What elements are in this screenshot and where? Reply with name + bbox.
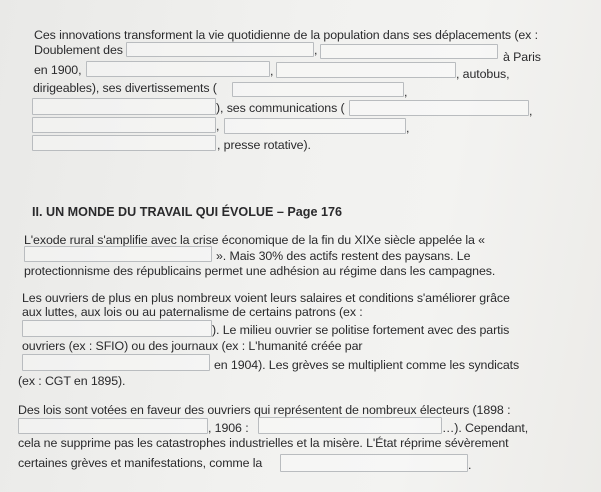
p3-line-3: cela ne supprime pas les catastrophes industrielles et la misère. L'État réprime sévèrement <box>18 436 509 450</box>
separator: , <box>314 43 318 57</box>
answer-field-doublement-1[interactable] <box>126 42 314 57</box>
intro-line-1: Ces innovations transforment la vie quotidienne de la population dans ses déplacements (ex : <box>34 28 538 42</box>
p2-line-5: en 1904). Les grèves se multiplient comme les syndicats <box>214 358 520 372</box>
p3-line-4: certaines grèves et manifestations, comme la <box>18 456 263 470</box>
answer-field-humanite[interactable] <box>22 354 210 371</box>
answer-field-1900-1[interactable] <box>86 61 270 77</box>
p2-line-6: (ex : CGT en 1895). <box>18 374 126 388</box>
communications-label: ), ses communications ( <box>216 101 345 115</box>
answer-field-loi-1906[interactable] <box>258 417 442 434</box>
separator: , <box>270 64 274 78</box>
answer-field-greve[interactable] <box>280 454 468 472</box>
separator: , <box>406 121 410 135</box>
p3-line-2-a: , 1906 : <box>208 421 249 435</box>
answer-field-divertissements-1[interactable] <box>232 82 404 97</box>
section-heading: II. UN MONDE DU TRAVAIL QUI ÉVOLUE – Page 176 <box>32 205 343 219</box>
answer-field-divertissements-3[interactable] <box>32 117 216 133</box>
answer-field-divertissements-2[interactable] <box>32 98 216 115</box>
p2-line-2: aux luttes, aux lois ou au paternalisme de certains patrons (ex : <box>22 305 363 319</box>
separator: , <box>216 119 220 133</box>
p1-line-1: L'exode rural s'amplifie avec la crise économique de la fin du XIXe siècle appelée la « <box>24 233 485 247</box>
answer-field-communications-1[interactable] <box>349 100 529 116</box>
answer-field-communications-2[interactable] <box>224 118 406 134</box>
separator: . <box>468 458 472 472</box>
answer-field-paternalisme[interactable] <box>22 320 212 337</box>
intro-line-7-end: , presse rotative). <box>217 138 311 152</box>
p2-line-4: ouvriers (ex : SFIO) ou des journaux (ex : L'humanité créée par <box>22 339 363 353</box>
intro-line-2-label: Doublement des <box>34 43 123 57</box>
p1-line-2: ». Mais 30% des actifs restent des paysans. Le <box>216 249 471 263</box>
p3-line-2-b: …). Cependant, <box>442 421 529 435</box>
answer-field-doublement-2[interactable] <box>320 44 498 59</box>
intro-line-2-end: à Paris <box>503 50 541 64</box>
answer-field-crise[interactable] <box>24 246 212 262</box>
answer-field-communications-3[interactable] <box>32 135 216 151</box>
answer-field-1900-2[interactable] <box>276 62 456 78</box>
separator: , <box>529 104 533 118</box>
intro-line-3-end: , autobus, <box>456 67 510 81</box>
intro-line-3-label: en 1900, <box>34 63 82 77</box>
separator: , <box>404 85 408 99</box>
p2-line-1: Les ouvriers de plus en plus nombreux voient leurs salaires et conditions s'améliorer grâce <box>22 291 510 305</box>
answer-field-loi-1898[interactable] <box>18 418 208 434</box>
p2-line-3: ). Le milieu ouvrier se politise fortement avec des partis <box>212 323 510 337</box>
p1-line-3: protectionnisme des républicains permet une adhésion au régime dans les campagnes. <box>24 264 496 278</box>
intro-line-4-label: dirigeables), ses divertissements ( <box>33 81 217 95</box>
p3-line-1: Des lois sont votées en faveur des ouvriers qui représentent de nombreux électeurs (1898 : <box>18 403 511 417</box>
